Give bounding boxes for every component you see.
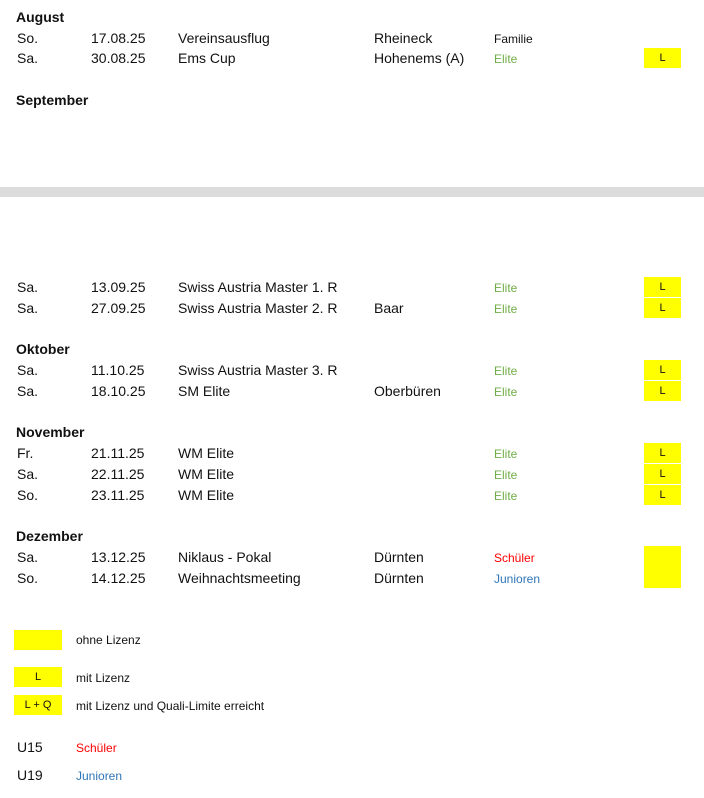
legend-text-lizenz-quali: mit Lizenz und Quali-Limite erreicht (76, 699, 265, 713)
no-license-marker (644, 546, 681, 588)
event-day: Sa. (17, 279, 39, 295)
event-name: Ems Cup (178, 50, 236, 66)
event-date: 17.08.25 (91, 30, 146, 46)
license-badge: L (644, 485, 681, 505)
event-date: 22.11.25 (91, 466, 145, 482)
event-date: 30.08.25 (91, 50, 146, 66)
event-name: Swiss Austria Master 2. R (178, 300, 338, 316)
event-date: 11.10.25 (91, 362, 145, 378)
month-heading-oktober: Oktober (16, 341, 70, 357)
age-group-label: Junioren (76, 769, 123, 783)
event-category: Elite (494, 385, 518, 399)
license-badge: L (644, 381, 681, 401)
event-day: Sa. (17, 549, 39, 565)
event-category: Elite (494, 447, 518, 461)
page-break-divider (0, 187, 704, 197)
month-heading-november: November (16, 424, 85, 440)
event-place: Rheineck (374, 30, 433, 46)
license-badge: L (644, 48, 681, 68)
legend-swatch-mit-lizenz: L (14, 667, 62, 687)
event-place: Baar (374, 300, 404, 316)
license-badge: L (644, 298, 681, 318)
event-category: Elite (494, 364, 518, 378)
event-day: Sa. (17, 383, 39, 399)
month-heading-dezember: Dezember (16, 528, 83, 544)
event-name: Vereinsausflug (178, 30, 270, 46)
event-place: Dürnten (374, 570, 424, 586)
license-badge: L (644, 360, 681, 380)
event-day: Sa. (17, 362, 39, 378)
event-name: Swiss Austria Master 3. R (178, 362, 338, 378)
event-day: Sa. (17, 466, 39, 482)
event-category: Elite (494, 281, 518, 295)
event-name: SM Elite (178, 383, 231, 399)
license-badge: L (644, 277, 681, 297)
month-heading-august: August (16, 9, 65, 25)
event-date: 13.09.25 (91, 279, 146, 295)
event-category: Junioren (494, 572, 541, 586)
month-heading-september: September (16, 92, 89, 108)
event-date: 21.11.25 (91, 445, 145, 461)
event-day: So. (17, 487, 39, 503)
age-group-label: Schüler (76, 741, 117, 755)
license-badge: L (644, 464, 681, 484)
event-name: Swiss Austria Master 1. R (178, 279, 338, 295)
event-date: 23.11.25 (91, 487, 145, 503)
age-group-code: U15 (17, 739, 43, 755)
event-name: Weihnachtsmeeting (178, 570, 301, 586)
event-date: 14.12.25 (91, 570, 146, 586)
event-category: Elite (494, 489, 518, 503)
event-date: 18.10.25 (91, 383, 146, 399)
event-place: Dürnten (374, 549, 424, 565)
license-badge: L (644, 443, 681, 463)
event-category: Schüler (494, 551, 535, 565)
event-name: WM Elite (178, 445, 234, 461)
event-place: Hohenems (A) (374, 50, 465, 66)
event-day: Sa. (17, 50, 39, 66)
event-day: Sa. (17, 300, 39, 316)
event-date: 13.12.25 (91, 549, 146, 565)
event-category: Elite (494, 52, 518, 66)
event-day: Fr. (17, 445, 34, 461)
event-day: So. (17, 570, 39, 586)
event-date: 27.09.25 (91, 300, 146, 316)
event-name: WM Elite (178, 466, 234, 482)
legend-swatch-lizenz-quali: L + Q (14, 695, 62, 715)
event-day: So. (17, 30, 39, 46)
legend-text-mit-lizenz: mit Lizenz (76, 671, 131, 685)
event-category: Familie (494, 32, 533, 46)
event-name: Niklaus - Pokal (178, 549, 272, 565)
event-category: Elite (494, 302, 518, 316)
event-category: Elite (494, 468, 518, 482)
legend-text-ohne-lizenz: ohne Lizenz (76, 633, 141, 647)
legend-swatch-ohne-lizenz (14, 630, 62, 650)
event-name: WM Elite (178, 487, 234, 503)
age-group-code: U19 (17, 767, 43, 783)
event-place: Oberbüren (374, 383, 441, 399)
